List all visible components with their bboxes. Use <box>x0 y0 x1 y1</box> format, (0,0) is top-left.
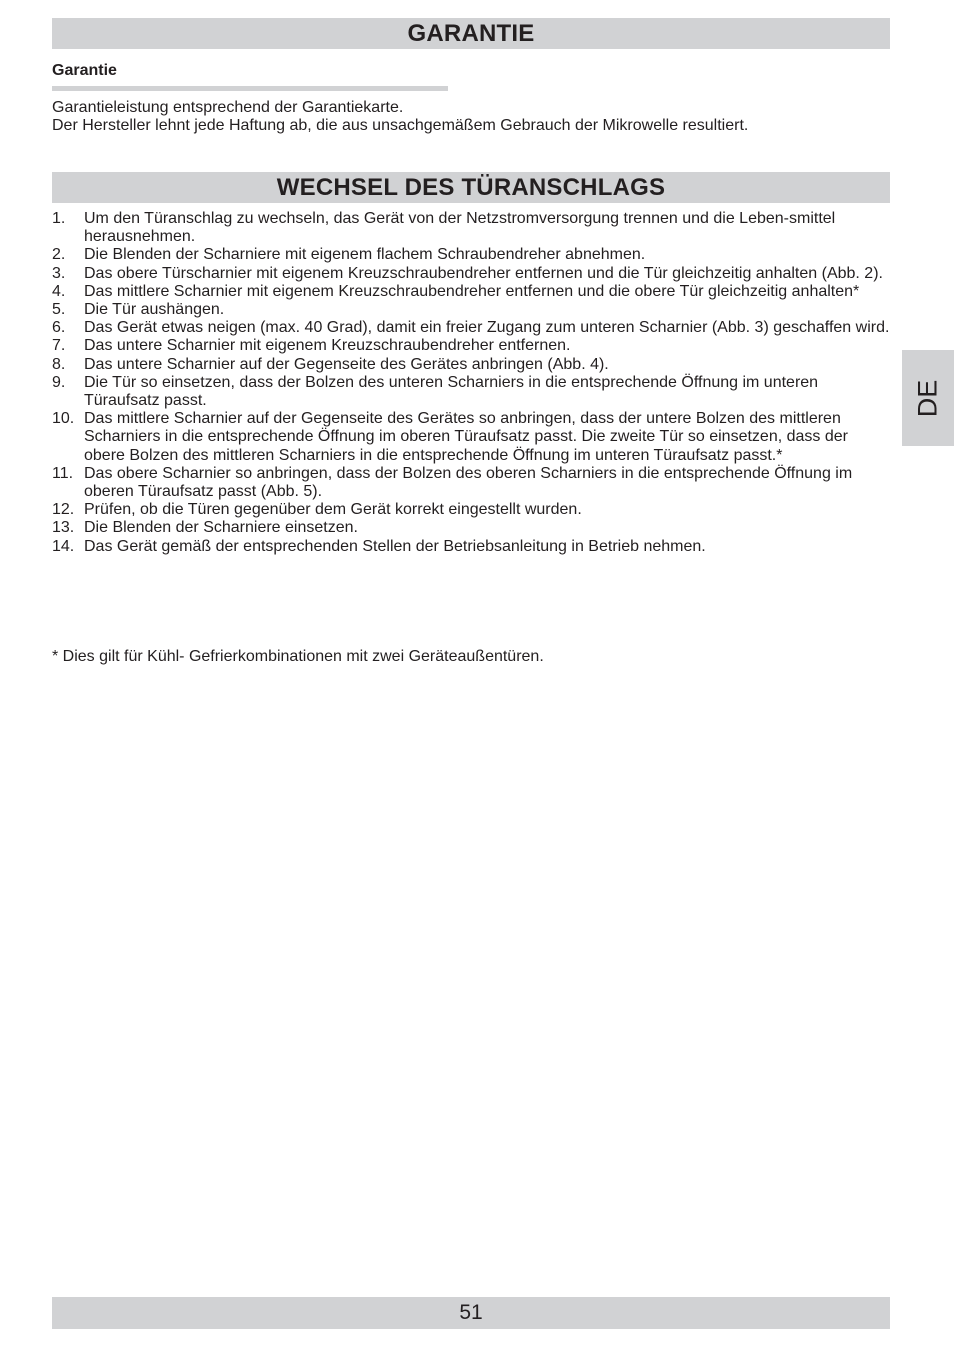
step-text: Das untere Scharnier mit eigenem Kreuzschraubendreher entfernen. <box>84 337 571 355</box>
step-number: 3. <box>52 264 66 282</box>
step-number: 2. <box>52 246 66 264</box>
step-text: Das Gerät gemäß der entsprechenden Stellen der Betriebsanleitung in Betrieb nehmen. <box>84 537 706 555</box>
garantie-text <box>52 99 892 135</box>
step-item <box>52 337 892 355</box>
steps-list <box>52 210 892 556</box>
step-item <box>52 265 892 283</box>
step-item <box>52 501 892 519</box>
language-tab <box>902 350 954 446</box>
garantie-heading: GARANTIE <box>407 19 535 47</box>
step-item <box>52 283 892 301</box>
step-text: Das obere Scharnier so anbringen, dass der Bolzen des oberen Scharniers in die entsprechende Öffnung im oberen Türaufsatz passt (Abb. 5). <box>84 464 853 501</box>
step-text: Die Tür aushängen. <box>84 301 225 319</box>
subheading-rule <box>52 86 448 91</box>
step-number: 8. <box>52 355 66 373</box>
step-text: Prüfen, ob die Türen gegenüber dem Gerät korrekt eingestellt wurden. <box>84 501 582 519</box>
wechsel-heading: WECHSEL DES TÜRANSCHLAGS <box>276 173 666 201</box>
step-text: Um den Türanschlag zu wechseln, das Gerät von der Netzstromversorgung trennen und die Leben-smittel herausnehmen. <box>84 210 836 246</box>
step-text: Das mittlere Scharnier mit eigenem Kreuzschraubendreher entfernen und die obere Tür gleichzeitig anhalten* <box>84 282 860 300</box>
wechsel-heading-bar <box>52 172 890 203</box>
step-item <box>52 519 892 537</box>
garantie-line: Der Hersteller lehnt jede Haftung ab, die aus unsachgemäßem Gebrauch der Mikrowelle resultiert. <box>52 117 749 134</box>
step-item <box>52 301 892 319</box>
step-item <box>52 465 892 501</box>
step-item <box>52 246 892 264</box>
step-text: Das Gerät etwas neigen (max. 40 Grad), damit ein freier Zugang zum unteren Scharnier (Abb. 3) geschaffen wird. <box>84 319 890 337</box>
step-number: 14. <box>52 537 75 555</box>
page-footer-bar <box>52 1297 890 1329</box>
step-number: 6. <box>52 319 66 337</box>
step-item <box>52 374 892 410</box>
step-number: 13. <box>52 519 75 537</box>
garantie-subheading: Garantie <box>52 62 117 79</box>
step-number: 1. <box>52 210 66 227</box>
footnote: * Dies gilt für Kühl- Gefrierkombinationen mit zwei Geräteaußentüren. <box>52 648 544 665</box>
step-text: Das obere Türscharnier mit eigenem Kreuzschraubendreher entfernen und die Tür gleichzeitig anhalten (Abb. 2). <box>84 264 883 282</box>
step-item <box>52 410 892 465</box>
page-number: 51 <box>459 1301 483 1324</box>
step-number: 5. <box>52 301 66 319</box>
step-number: 4. <box>52 282 66 300</box>
step-item <box>52 210 892 246</box>
step-text: Das mittlere Scharnier auf der Gegenseite des Gerätes so anbringen, dass der untere Bolzen des mittleren Scharniers in die entsprechende Öffnung im oberen Türaufsatz passt. Die zweite Tür so einsetzen, dass der obere Bolzen des mittleren Scharniers in die entsprechende Öffnung im unteren Türaufsatz passt.* <box>84 410 848 464</box>
step-item <box>52 319 892 337</box>
step-item <box>52 356 892 374</box>
garantie-heading-bar <box>52 18 890 49</box>
step-text: Das untere Scharnier auf der Gegenseite des Gerätes anbringen (Abb. 4). <box>84 355 609 373</box>
step-text: Die Blenden der Scharniere einsetzen. <box>84 519 358 537</box>
language-tab-label: DE <box>912 379 943 417</box>
step-number: 7. <box>52 337 66 355</box>
step-number: 10. <box>52 410 75 428</box>
step-number: 11. <box>52 464 74 482</box>
step-number: 9. <box>52 373 66 391</box>
step-text: Die Tür so einsetzen, dass der Bolzen des unteren Scharniers in die entsprechende Öffnung im unteren Türaufsatz passt. <box>84 373 819 410</box>
step-item <box>52 538 892 556</box>
step-text: Die Blenden der Scharniere mit eigenem flachem Schraubendreher abnehmen. <box>84 246 646 264</box>
step-number: 12. <box>52 501 75 519</box>
garantie-line: Garantieleistung entsprechend der Garantiekarte. <box>52 99 404 116</box>
